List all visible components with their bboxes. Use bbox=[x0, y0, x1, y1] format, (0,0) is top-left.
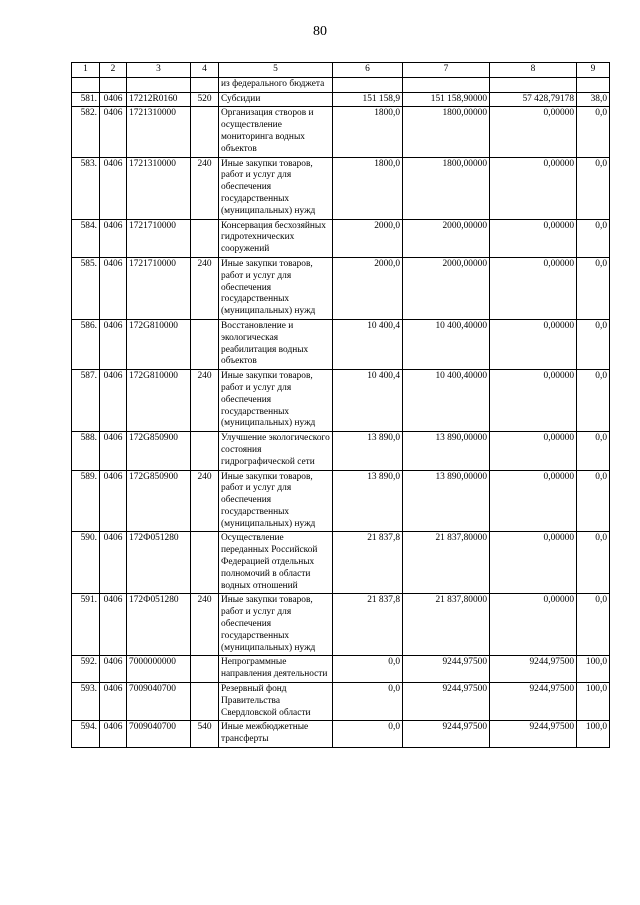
target-code: 1721310000 bbox=[127, 157, 191, 219]
planned-amount: 21 837,8 bbox=[333, 532, 403, 594]
table-row bbox=[72, 319, 610, 369]
executed-amount: 0,00000 bbox=[490, 107, 577, 157]
executed-amount: 0,00000 bbox=[490, 532, 577, 594]
row-number: 594. bbox=[72, 721, 100, 748]
row-number: 582. bbox=[72, 107, 100, 157]
target-code: 172G810000 bbox=[127, 370, 191, 432]
item-name: Иные закупки товаров, работ и услуг для обеспечения государственных (муниципальных) нужд bbox=[219, 370, 333, 432]
table-row bbox=[72, 257, 610, 319]
planned-amount: 0,0 bbox=[333, 656, 403, 683]
approved-amount: 21 837,80000 bbox=[403, 532, 490, 594]
section-code: 0406 bbox=[100, 594, 127, 656]
table-row bbox=[72, 92, 610, 107]
header-row bbox=[72, 63, 610, 78]
execution-percent: 100,0 bbox=[577, 656, 610, 683]
item-name: Субсидии bbox=[219, 92, 333, 107]
executed-amount: 0,00000 bbox=[490, 157, 577, 219]
row-number: 593. bbox=[72, 683, 100, 721]
execution-percent: 0,0 bbox=[577, 107, 610, 157]
row-number: 587. bbox=[72, 370, 100, 432]
executed-amount: 0,00000 bbox=[490, 370, 577, 432]
execution-percent: 0,0 bbox=[577, 532, 610, 594]
section-code: 0406 bbox=[100, 107, 127, 157]
planned-amount: 0,0 bbox=[333, 683, 403, 721]
table-row bbox=[72, 432, 610, 470]
planned-amount: 21 837,8 bbox=[333, 594, 403, 656]
execution-percent: 100,0 bbox=[577, 721, 610, 748]
col-header-3: 3 bbox=[127, 63, 191, 78]
section-code: 0406 bbox=[100, 432, 127, 470]
approved-amount: 9244,97500 bbox=[403, 683, 490, 721]
section-code: 0406 bbox=[100, 219, 127, 257]
row-number: 581. bbox=[72, 92, 100, 107]
approved-amount: 151 158,90000 bbox=[403, 92, 490, 107]
target-code: 172G850900 bbox=[127, 432, 191, 470]
executed-amount: 0,00000 bbox=[490, 432, 577, 470]
planned-amount: 0,0 bbox=[333, 721, 403, 748]
planned-amount: 1800,0 bbox=[333, 157, 403, 219]
section-code: 0406 bbox=[100, 157, 127, 219]
col-header-6: 6 bbox=[333, 63, 403, 78]
planned-amount: 2000,0 bbox=[333, 257, 403, 319]
table-row bbox=[72, 470, 610, 532]
item-name: Иные закупки товаров, работ и услуг для обеспечения государственных (муниципальных) нужд bbox=[219, 257, 333, 319]
item-name: Улучшение экологического состояния гидрографической сети bbox=[219, 432, 333, 470]
row-number: 583. bbox=[72, 157, 100, 219]
section-code: 0406 bbox=[100, 683, 127, 721]
item-name: Иные закупки товаров, работ и услуг для обеспечения государственных (муниципальных) нужд bbox=[219, 594, 333, 656]
expense-type bbox=[191, 107, 219, 157]
approved-amount: 1800,00000 bbox=[403, 157, 490, 219]
target-code: 17212R0160 bbox=[127, 92, 191, 107]
expense-type: 240 bbox=[191, 594, 219, 656]
approved-amount: 10 400,40000 bbox=[403, 370, 490, 432]
col-header-7: 7 bbox=[403, 63, 490, 78]
executed-amount: 0,00000 bbox=[490, 219, 577, 257]
approved-amount: 1800,00000 bbox=[403, 107, 490, 157]
item-name: Иные межбюджетные трансферты bbox=[219, 721, 333, 748]
table-row bbox=[72, 370, 610, 432]
col-header-2: 2 bbox=[100, 63, 127, 78]
executed-amount: 57 428,79178 bbox=[490, 92, 577, 107]
execution-percent: 100,0 bbox=[577, 683, 610, 721]
expense-type: 240 bbox=[191, 470, 219, 532]
item-name: Консервация бесхозяйных гидротехнических сооружений bbox=[219, 219, 333, 257]
execution-percent: 0,0 bbox=[577, 319, 610, 369]
target-code: 1721710000 bbox=[127, 219, 191, 257]
expense-type bbox=[191, 319, 219, 369]
page-number: 80 bbox=[313, 24, 327, 39]
executed-amount: 9244,97500 bbox=[490, 656, 577, 683]
table-row bbox=[72, 683, 610, 721]
planned-amount: 13 890,0 bbox=[333, 470, 403, 532]
execution-percent: 0,0 bbox=[577, 470, 610, 532]
section-code: 0406 bbox=[100, 721, 127, 748]
section-code: 0406 bbox=[100, 370, 127, 432]
row-number: 584. bbox=[72, 219, 100, 257]
table-row bbox=[72, 157, 610, 219]
item-name: Организация створов и осуществление мониторинга водных объектов bbox=[219, 107, 333, 157]
target-code: 7009040700 bbox=[127, 683, 191, 721]
expense-type bbox=[191, 532, 219, 594]
section-code: 0406 bbox=[100, 319, 127, 369]
expense-type: 240 bbox=[191, 370, 219, 432]
target-code: 1721310000 bbox=[127, 107, 191, 157]
approved-amount: 2000,00000 bbox=[403, 219, 490, 257]
row-number: 591. bbox=[72, 594, 100, 656]
execution-percent: 0,0 bbox=[577, 432, 610, 470]
item-name: Осуществление переданных Российской Федерацией отдельных полномочий в области водных отношений bbox=[219, 532, 333, 594]
section-code: 0406 bbox=[100, 257, 127, 319]
executed-amount: 0,00000 bbox=[490, 257, 577, 319]
table-row bbox=[72, 219, 610, 257]
section-code: 0406 bbox=[100, 470, 127, 532]
col-header-9: 9 bbox=[577, 63, 610, 78]
execution-percent: 0,0 bbox=[577, 370, 610, 432]
item-name: Иные закупки товаров, работ и услуг для обеспечения государственных (муниципальных) нужд bbox=[219, 157, 333, 219]
table-row bbox=[72, 107, 610, 157]
executed-amount: 9244,97500 bbox=[490, 683, 577, 721]
col-header-8: 8 bbox=[490, 63, 577, 78]
target-code: 172G850900 bbox=[127, 470, 191, 532]
executed-amount: 0,00000 bbox=[490, 594, 577, 656]
budget-table bbox=[71, 62, 610, 748]
section-code: 0406 bbox=[100, 532, 127, 594]
executed-amount: 0,00000 bbox=[490, 319, 577, 369]
expense-type: 540 bbox=[191, 721, 219, 748]
expense-type bbox=[191, 219, 219, 257]
table-row bbox=[72, 656, 610, 683]
execution-percent: 38,0 bbox=[577, 92, 610, 107]
row-number: 592. bbox=[72, 656, 100, 683]
table-row bbox=[72, 594, 610, 656]
target-code: 7009040700 bbox=[127, 721, 191, 748]
planned-amount: 151 158,9 bbox=[333, 92, 403, 107]
col-header-5: 5 bbox=[219, 63, 333, 78]
execution-percent: 0,0 bbox=[577, 594, 610, 656]
execution-percent: 0,0 bbox=[577, 157, 610, 219]
target-code: 172G810000 bbox=[127, 319, 191, 369]
col-header-1: 1 bbox=[72, 63, 100, 78]
row-number: 588. bbox=[72, 432, 100, 470]
execution-percent: 0,0 bbox=[577, 257, 610, 319]
continuation-text: из федерального бюджета bbox=[219, 77, 333, 92]
approved-amount: 2000,00000 bbox=[403, 257, 490, 319]
row-number: 589. bbox=[72, 470, 100, 532]
row-number: 586. bbox=[72, 319, 100, 369]
section-code: 0406 bbox=[100, 656, 127, 683]
table-row bbox=[72, 532, 610, 594]
continuation-row bbox=[72, 77, 610, 92]
expense-type bbox=[191, 656, 219, 683]
approved-amount: 21 837,80000 bbox=[403, 594, 490, 656]
approved-amount: 13 890,00000 bbox=[403, 470, 490, 532]
expense-type: 240 bbox=[191, 157, 219, 219]
approved-amount: 10 400,40000 bbox=[403, 319, 490, 369]
section-code: 0406 bbox=[100, 92, 127, 107]
approved-amount: 13 890,00000 bbox=[403, 432, 490, 470]
row-number: 585. bbox=[72, 257, 100, 319]
planned-amount: 2000,0 bbox=[333, 219, 403, 257]
item-name: Восстановление и экологическая реабилитация водных объектов bbox=[219, 319, 333, 369]
col-header-4: 4 bbox=[191, 63, 219, 78]
expense-type: 240 bbox=[191, 257, 219, 319]
approved-amount: 9244,97500 bbox=[403, 656, 490, 683]
target-code: 172Ф051280 bbox=[127, 594, 191, 656]
executed-amount: 9244,97500 bbox=[490, 721, 577, 748]
target-code: 7000000000 bbox=[127, 656, 191, 683]
planned-amount: 1800,0 bbox=[333, 107, 403, 157]
row-number: 590. bbox=[72, 532, 100, 594]
execution-percent: 0,0 bbox=[577, 219, 610, 257]
table-row bbox=[72, 721, 610, 748]
planned-amount: 10 400,4 bbox=[333, 319, 403, 369]
item-name: Непрограммные направления деятельности bbox=[219, 656, 333, 683]
target-code: 1721710000 bbox=[127, 257, 191, 319]
expense-type bbox=[191, 683, 219, 721]
expense-type: 520 bbox=[191, 92, 219, 107]
target-code: 172Ф051280 bbox=[127, 532, 191, 594]
executed-amount: 0,00000 bbox=[490, 470, 577, 532]
approved-amount: 9244,97500 bbox=[403, 721, 490, 748]
planned-amount: 13 890,0 bbox=[333, 432, 403, 470]
item-name: Резервный фонд Правительства Свердловской области bbox=[219, 683, 333, 721]
item-name: Иные закупки товаров, работ и услуг для обеспечения государственных (муниципальных) нужд bbox=[219, 470, 333, 532]
expense-type bbox=[191, 432, 219, 470]
planned-amount: 10 400,4 bbox=[333, 370, 403, 432]
